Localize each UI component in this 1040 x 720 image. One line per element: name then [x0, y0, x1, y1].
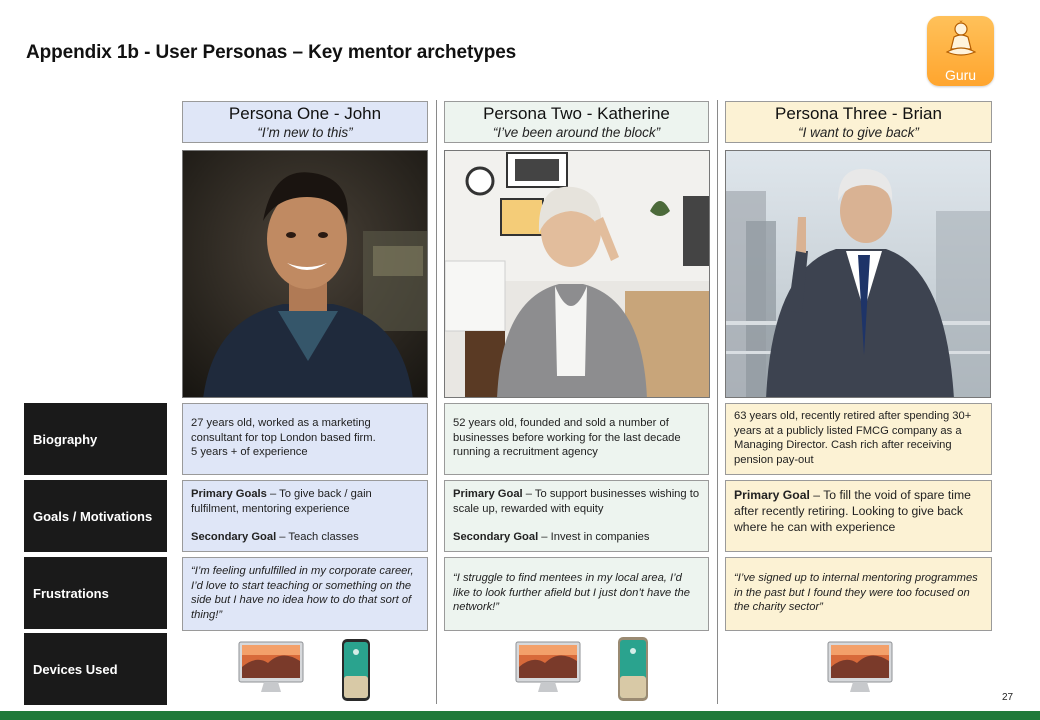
persona-header-1 [182, 101, 428, 143]
row-label-goals: Goals / Motivations [24, 480, 167, 552]
persona-name: Persona Two - Katherine [483, 104, 670, 123]
row-label-frustrations: Frustrations [24, 557, 167, 629]
frustration-cell-john [182, 557, 428, 631]
persona-header-2 [444, 101, 709, 143]
secondary-goal-label: Secondary Goal [191, 531, 277, 543]
biography-cell-brian [725, 403, 992, 475]
column-divider [717, 100, 718, 704]
smartphone-icon [617, 636, 649, 702]
goals-cell-katherine [444, 480, 709, 552]
logo-label: Guru [944, 67, 977, 83]
page-number: 27 [1002, 692, 1014, 703]
frustration-quote: “I struggle to find mentees in my local area, I’d like to look further afield but I just don’t have the network!” [453, 572, 690, 613]
biography-cell-john [182, 403, 428, 475]
persona-photo-john [182, 150, 428, 398]
biography-text: 5 years + of experience [191, 446, 308, 458]
desktop-monitor-icon [827, 641, 893, 695]
guru-logo [927, 16, 994, 86]
secondary-goal-label: Secondary Goal [453, 531, 539, 543]
persona-quote: “I’m new to this” [257, 125, 353, 140]
biography-cell-katherine [444, 403, 709, 475]
column-divider [436, 100, 437, 704]
persona-name: Persona Three - Brian [775, 104, 942, 123]
primary-goal-text: – To support businesses wishing to scale up, rewarded with equity [453, 488, 700, 515]
frustration-quote: “I’ve signed up to internal mentoring programmes in the past but I found they were too focused on the charity sector” [734, 572, 978, 613]
biography-text: 52 years old, founded and sold a number of businesses before working for the last decade running a recruitment agency [453, 417, 681, 458]
desktop-monitor-icon [515, 641, 581, 695]
biography-text: 63 years old, recently retired after spending 30+ years at a publicly listed FMCG company as a Managing Director. Cash rich after receiving pension pay-out [734, 410, 972, 466]
persona-name: Persona One - John [228, 104, 382, 123]
frustration-cell-brian [725, 557, 992, 631]
page-title: Appendix 1b - User Personas – Key mentor archetypes [26, 42, 517, 63]
persona-photo-katherine [444, 150, 710, 398]
persona-quote: “I’ve been around the block” [492, 125, 661, 140]
persona-quote: “I want to give back” [798, 125, 919, 140]
desktop-monitor-icon [238, 641, 304, 695]
primary-goal-label: Primary Goal [453, 488, 523, 500]
primary-goal-label: Primary Goal [734, 488, 810, 502]
frustration-quote: “I’m feeling unfulfilled in my corporate career, I’d love to start teaching or something on the side but I have no idea how to do that sort of thing!” [191, 565, 414, 621]
meditating-guru-icon [945, 20, 977, 64]
primary-goal-label: Primary Goals [191, 488, 267, 500]
persona-photo-brian [725, 150, 991, 398]
primary-goal-text: – To give back / gain fulfilment, mentoring experience [191, 488, 372, 515]
goals-cell-john [182, 480, 428, 552]
row-label-biography: Biography [24, 403, 167, 475]
persona-header-3 [725, 101, 992, 143]
row-label-devices: Devices Used [24, 633, 167, 705]
secondary-goal-text: – Teach classes [276, 531, 359, 543]
primary-goal-text: – To fill the void of spare time after recently retiring. Looking to give back where he can with experience [734, 488, 971, 534]
biography-text: 27 years old, worked as a marketing consultant for top London based firm. [191, 417, 376, 444]
secondary-goal-text: – Invest in companies [538, 531, 650, 543]
footer-bar [0, 711, 1040, 720]
smartphone-icon [341, 638, 371, 702]
frustration-cell-katherine [444, 557, 709, 631]
goals-cell-brian [725, 480, 992, 552]
